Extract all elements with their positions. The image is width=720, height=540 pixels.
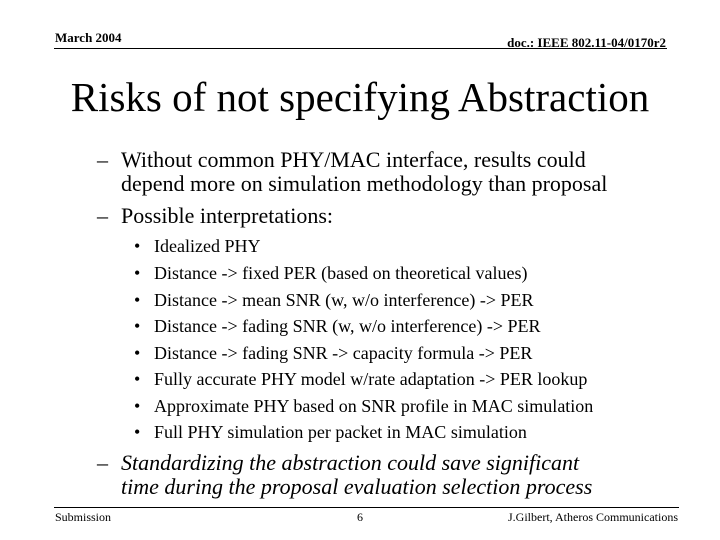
dash-marker: – [97,450,108,475]
bullet-line: Without common PHY/MAC interface, results could [121,147,586,172]
sub-bullet-text: Idealized PHY [154,236,261,256]
bullet-line: Standardizing the abstraction could save significant [121,450,580,475]
bullet-dot: • [134,343,141,363]
bullet-dot: • [134,422,141,442]
footer-submission: Submission [55,510,112,524]
sub-bullet-text: Distance -> fixed PER (based on theoretical values) [154,263,528,283]
bullet-dot: • [134,263,141,283]
bullet-dot: • [134,316,141,336]
bullet-dot: • [134,369,141,389]
sub-bullet-text: Distance -> mean SNR (w, w/o interference) -> PER [154,290,534,310]
sub-bullet-text: Fully accurate PHY model w/rate adaptation -> PER lookup [154,369,588,389]
sub-bullet-text: Approximate PHY based on SNR profile in MAC simulation [154,396,594,416]
bullet-dot: • [134,396,141,416]
sub-bullet-text: Full PHY simulation per packet in MAC simulation [154,422,527,442]
sub-bullet-text: Distance -> fading SNR -> capacity formula -> PER [154,343,533,363]
dash-marker: – [97,147,108,172]
slide-title: Risks of not specifying Abstraction [70,74,650,120]
sub-bullet-text: Distance -> fading SNR (w, w/o interference) -> PER [154,316,541,336]
header-doc-id: doc.: IEEE 802.11-04/0170r2 [507,35,666,50]
header-date: March 2004 [55,30,122,45]
bullet-dot: • [134,236,141,256]
page-number: 6 [357,510,363,524]
bullet-line: depend more on simulation methodology than proposal [121,171,608,196]
footer-author: J.Gilbert, Atheros Communications [508,510,678,524]
dash-marker: – [97,203,108,228]
bullet-dot: • [134,290,141,310]
footer-divider [54,507,679,508]
bullet-line: Possible interpretations: [121,203,334,228]
bullet-line: time during the proposal evaluation selection process [121,474,593,499]
header-divider [54,48,667,49]
